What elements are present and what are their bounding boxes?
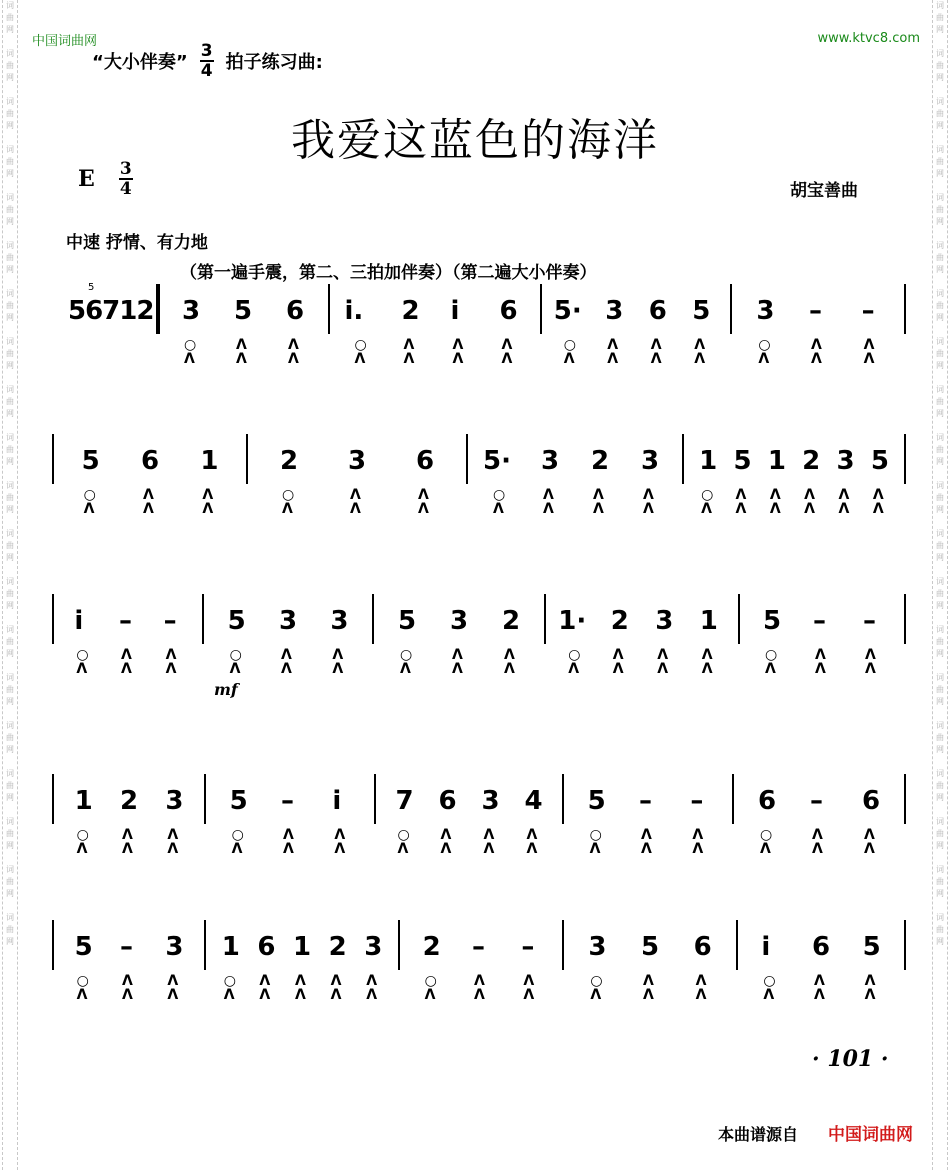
accompaniment-mark: Λ Λ [657,647,669,677]
note: 3 [330,606,349,636]
note: 1· [558,606,587,636]
note: – [163,606,177,636]
accompaniment-mark: ○ Λ [493,487,506,517]
accompaniment-mark: ○ Λ [424,973,437,1003]
note: 3 [836,446,855,476]
barline [732,774,734,824]
accompaniment-mark: Λ Λ [418,487,429,517]
note: 2 [802,446,821,476]
barline [204,920,206,970]
key-time-signature [119,160,133,198]
barline [52,434,54,484]
note: i. [344,296,364,326]
accompaniment-mark: Λ Λ [863,337,875,367]
note: 2 [328,932,347,962]
composer-credit: 胡宝善曲 [790,181,858,201]
accompaniment-mark: Λ Λ [281,647,292,677]
performance-note: （第一遍手震，第二、三拍加伴奏）（第二遍大小伴奏） [180,263,597,283]
accompaniment-mark: ○ Λ [568,647,581,677]
accompaniment-mark: Λ Λ [695,973,707,1003]
accompaniment-mark: Λ Λ [283,827,294,857]
note: 3 [348,446,367,476]
accompaniment-mark: Λ Λ [593,487,604,517]
accompaniment-mark: ○ Λ [590,973,603,1003]
barline [736,920,738,970]
tempo-marking: 中速 抒情、有力地 [66,233,208,253]
site-url-right[interactable]: www.ktvc8.com [817,31,920,46]
note: 2 [502,606,521,636]
accompaniment-mark: Λ Λ [452,647,463,677]
key-time-bottom: 4 [119,179,132,199]
accompaniment-mark: Λ Λ [643,487,654,517]
note: 6 [438,786,457,816]
note: 2 [422,932,441,962]
barline [466,434,468,484]
accompaniment-mark: Λ Λ [122,973,133,1003]
accompaniment-mark: Λ Λ [650,337,662,367]
note: 1 [699,606,718,636]
key-letter: E [78,166,95,192]
accompaniment-mark: Λ Λ [330,973,342,1003]
accompaniment-mark: ○ Λ [589,827,602,857]
note: 6 [416,446,435,476]
note: 5 [398,606,417,636]
note: 1 [293,932,312,962]
barline [52,594,54,644]
accompaniment-mark: Λ Λ [236,337,247,367]
note: 3 [541,446,560,476]
tuplet-number: 5 [88,282,95,293]
accompaniment-mark: Λ Λ [701,647,713,677]
barline [904,920,906,970]
accompaniment-mark: Λ Λ [812,827,823,857]
barline [52,774,54,824]
note: 1 [221,932,240,962]
note: 5 [227,606,246,636]
accompaniment-mark: Λ Λ [543,487,554,517]
exercise-subtitle [92,42,323,80]
accompaniment-mark: Λ Λ [295,973,306,1003]
accompaniment-mark: ○ Λ [701,487,714,517]
accompaniment-mark: Λ Λ [334,827,346,857]
note: 3 [364,932,383,962]
note: i [761,932,771,962]
barline [156,284,160,334]
right-watermark-strip: 词 曲 网 词 曲 网 词 曲 网 词 曲 网 词 曲 网 词 曲 网 词 曲 网 词 曲 网 词 曲 网 词 曲 网 词 曲 网 词 曲 网 词 曲 网 词 曲 网 词 曲 网 词 曲 网 词 曲 网 词 曲 网 词 曲 网 词 曲 网 [932,0,948,1170]
accompaniment-mark: Λ Λ [523,973,535,1003]
note: 2 [280,446,299,476]
key-time-top: 3 [119,159,132,179]
accompaniment-mark: ○ Λ [76,827,89,857]
accompaniment-mark: Λ Λ [332,647,344,677]
note: – [119,606,132,636]
site-name-left[interactable]: 中国词曲网 [32,34,98,49]
barline [204,774,206,824]
accompaniment-mark: ○ Λ [76,973,89,1003]
note: 3 [165,786,184,816]
note: – [281,786,294,816]
note: 5 [81,446,100,476]
note: 6 [141,446,160,476]
note: 5 [587,786,606,816]
note: 3 [605,296,624,326]
note: – [472,932,485,962]
note: 3 [450,606,469,636]
accompaniment-mark: Λ Λ [167,973,179,1003]
left-watermark-strip: 词 曲 网 词 曲 网 词 曲 网 词 曲 网 词 曲 网 词 曲 网 词 曲 网 词 曲 网 词 曲 网 词 曲 网 词 曲 网 词 曲 网 词 曲 网 词 曲 网 词 曲 网 词 曲 网 词 曲 网 词 曲 网 词 曲 网 词 曲 网 [2,0,18,1170]
accompaniment-mark: ○ Λ [563,337,576,367]
accompaniment-mark: Λ Λ [612,647,624,677]
accompaniment-mark: Λ Λ [735,487,747,517]
accompaniment-mark: ○ Λ [397,827,410,857]
accompaniment-mark: Λ Λ [504,647,515,677]
accompaniment-mark: Λ Λ [501,337,513,367]
accompaniment-mark: ○ Λ [184,337,197,367]
note: – [639,786,652,816]
note: – [813,606,826,636]
source-label: 本曲谱源自 [718,1125,799,1144]
accompaniment-mark: Λ Λ [452,337,464,367]
note: 5 [74,932,93,962]
barline [540,284,542,334]
accompaniment-mark: Λ Λ [366,973,378,1003]
barline [544,594,546,644]
barline [562,920,564,970]
accompaniment-mark: ○ Λ [83,487,96,517]
note: 6 [257,932,276,962]
note: 3 [756,296,775,326]
barline [682,434,684,484]
note: – [863,606,876,636]
note: 6 [758,786,777,816]
barline [398,920,400,970]
accompaniment-mark: ○ Λ [282,487,295,517]
note: 3 [641,446,660,476]
accompaniment-mark: ○ Λ [760,827,773,857]
note: – [861,296,875,326]
note: 6 [693,932,712,962]
accompaniment-mark: Λ Λ [350,487,361,517]
note: 3 [481,786,500,816]
time-signature [200,42,214,80]
accompaniment-mark: Λ Λ [526,827,538,857]
accompaniment-mark: Λ Λ [121,647,132,677]
note: 56712 [68,296,154,326]
barline [730,284,732,334]
note: 4 [524,786,543,816]
note: 3 [655,606,674,636]
note: 3 [182,296,201,326]
barline [904,594,906,644]
accompaniment-mark: Λ Λ [865,647,876,677]
accompaniment-mark: Λ Λ [811,337,822,367]
note: 3 [588,932,607,962]
subtitle-suffix: 拍子练习曲: [225,52,323,73]
barline [328,284,330,334]
barline [374,774,376,824]
note: – [690,786,704,816]
accompaniment-mark: Λ Λ [143,487,154,517]
accompaniment-mark: Λ Λ [643,973,654,1003]
note: 6 [648,296,667,326]
barline [904,434,906,484]
source-site-link[interactable]: 中国词曲网 [828,1125,913,1145]
accompaniment-mark: ○ Λ [763,973,776,1003]
barline [904,774,906,824]
accompaniment-mark: Λ Λ [483,827,495,857]
accompaniment-mark: Λ Λ [815,647,826,677]
barline [904,284,906,334]
note: i [450,296,460,326]
accompaniment-mark: Λ Λ [641,827,652,857]
note: – [810,786,823,816]
note: 5· [483,446,511,476]
subtitle-prefix: “大小伴奏” [92,52,188,73]
note: – [521,932,535,962]
barline [372,594,374,644]
note: 2 [610,606,629,636]
barline [52,920,54,970]
accompaniment-mark: Λ Λ [694,337,706,367]
note: 7 [395,786,414,816]
note: 2 [120,786,139,816]
note: i [74,606,84,636]
note: 6 [862,786,881,816]
note: 6 [499,296,518,326]
accompaniment-mark: ○ Λ [76,647,89,677]
accompaniment-mark: Λ Λ [607,337,619,367]
accompaniment-mark: Λ Λ [202,487,214,517]
accompaniment-mark: ○ Λ [223,973,237,1003]
note: 6 [286,296,305,326]
note: 2 [401,296,420,326]
accompaniment-mark: Λ Λ [814,973,825,1003]
barline [246,434,248,484]
accompaniment-mark: Λ Λ [403,337,415,367]
note: 5 [870,446,889,476]
accompaniment-mark: Λ Λ [804,487,815,517]
note: 5 [234,296,253,326]
note: 1 [699,446,718,476]
accompaniment-mark: ○ Λ [231,827,244,857]
accompaniment-mark: ○ Λ [229,647,242,677]
note: 5 [763,606,782,636]
accompaniment-mark: Λ Λ [259,973,271,1003]
note: 3 [279,606,298,636]
accompaniment-mark: Λ Λ [692,827,704,857]
note: 5· [553,296,582,326]
accompaniment-mark: Λ Λ [864,973,876,1003]
time-sig-bottom: 4 [200,61,213,81]
note: 6 [812,932,831,962]
note: 5 [733,446,752,476]
accompaniment-mark: Λ Λ [167,827,179,857]
accompaniment-mark: Λ Λ [769,487,781,517]
note: 1 [200,446,219,476]
accompaniment-mark: ○ Λ [765,647,778,677]
accompaniment-mark: Λ Λ [474,973,485,1003]
barline [202,594,204,644]
accompaniment-mark: Λ Λ [440,827,452,857]
note: 1 [74,786,93,816]
note: – [809,296,822,326]
accompaniment-mark: ○ Λ [400,647,413,677]
accompaniment-mark: ○ Λ [354,337,367,367]
accompaniment-mark: ○ Λ [758,337,771,367]
accompaniment-mark: Λ Λ [165,647,177,677]
note: 5 [862,932,881,962]
time-sig-top: 3 [200,41,213,61]
accompaniment-mark: Λ Λ [122,827,133,857]
accompaniment-mark: Λ Λ [864,827,875,857]
note: 5 [692,296,711,326]
barline [562,774,564,824]
page-number: · 101 · [812,1046,889,1072]
song-title: 我爱这蓝色的海洋 [291,115,659,166]
accompaniment-mark: Λ Λ [872,487,884,517]
accompaniment-mark: Λ Λ [838,487,850,517]
note: 1 [767,446,786,476]
note: i [332,786,342,816]
note: 5 [641,932,660,962]
note: 5 [229,786,248,816]
key-signature [78,160,145,198]
note: 3 [165,932,184,962]
barline [738,594,740,644]
dynamic-marking: mf [214,680,238,699]
note: – [120,932,133,962]
accompaniment-mark: Λ Λ [288,337,299,367]
note: 2 [591,446,610,476]
